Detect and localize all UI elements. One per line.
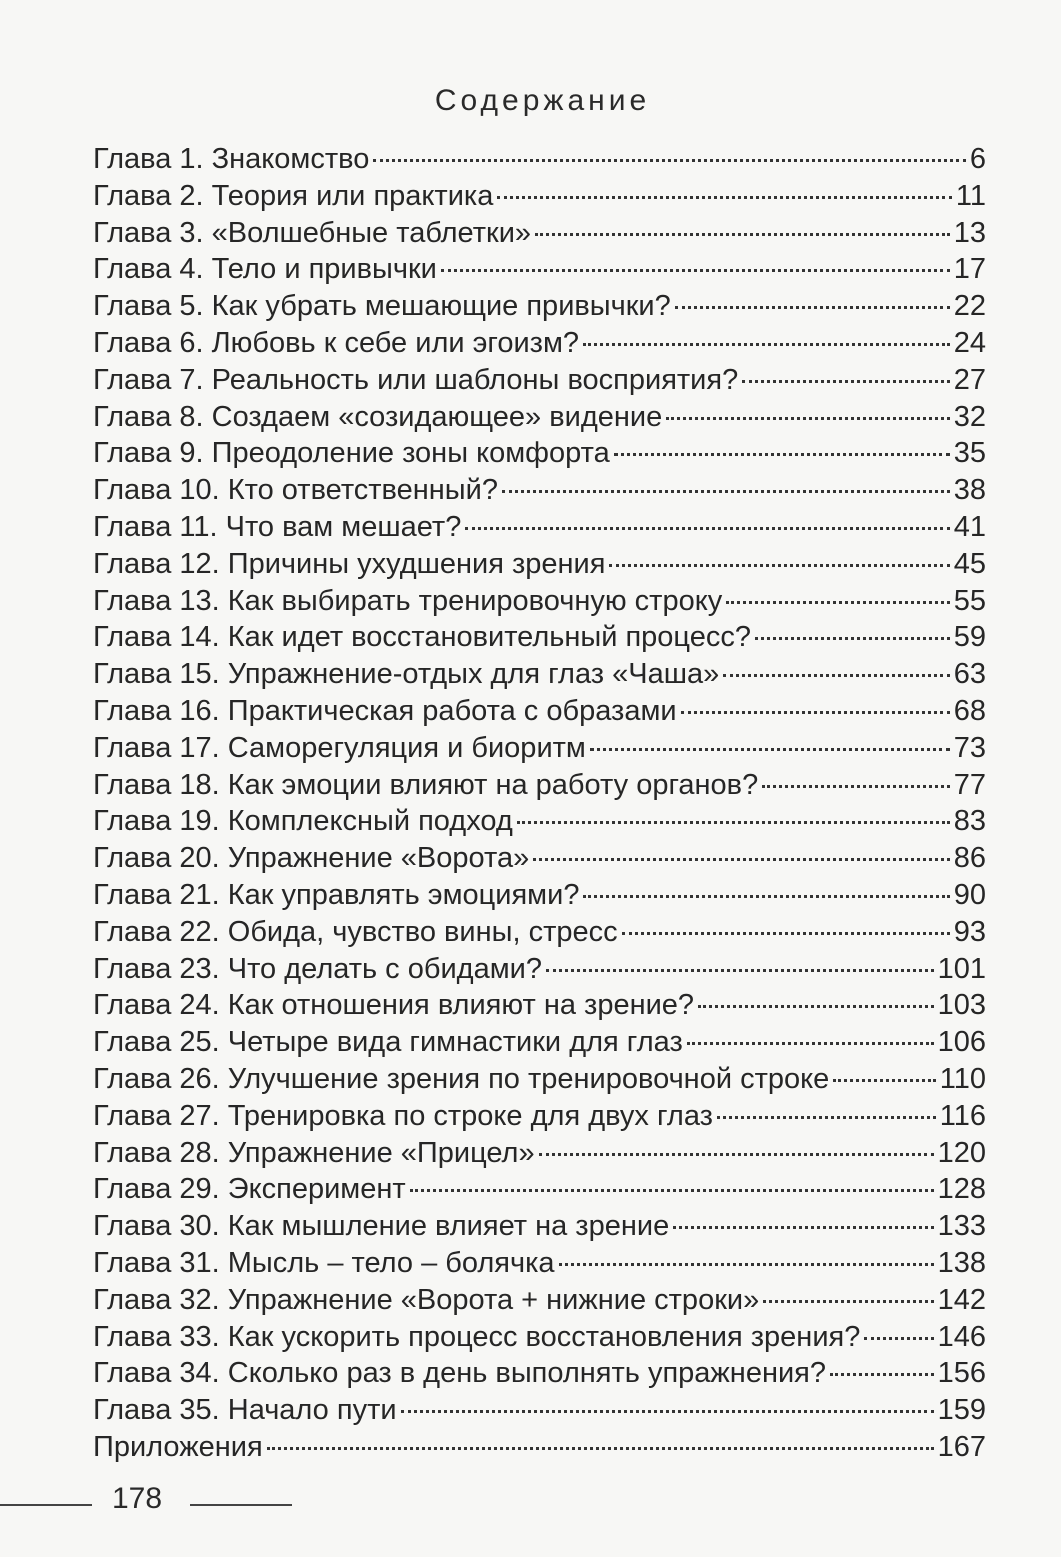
toc-entry-title: Глава 20. Упражнение «Ворота» [93,842,530,875]
dot-leader [539,1153,934,1156]
dot-leader [717,1116,936,1119]
toc-entry-title: Приложения [93,1430,263,1463]
toc-entry-page: 17 [953,253,986,286]
toc-entry [93,1392,986,1429]
toc-entry-title: Глава 31. Мысль – тело – болячка [93,1246,555,1279]
dot-leader [830,1373,934,1376]
toc-entry-title: Глава 2. Теория или практика [93,179,494,212]
footer-rule-right [190,1504,292,1506]
dot-leader [698,1005,934,1008]
toc-entry-page: 90 [953,878,986,911]
toc-entry-title: Глава 4. Тело и привычки [93,253,437,286]
toc-entry [93,141,986,178]
dot-leader [267,1447,934,1450]
toc-entry-page: 68 [953,694,986,727]
toc-entry [93,951,986,988]
dot-leader [546,969,934,972]
toc-entry-title: Глава 22. Обида, чувство вины, стресс [93,915,618,948]
toc-entry-title: Глава 35. Начало пути [93,1394,397,1427]
toc-entry [93,1282,986,1319]
dot-leader [675,306,950,309]
toc-entry [93,1245,986,1282]
toc-entry-page: 103 [937,989,986,1022]
toc-entry-page: 32 [953,400,986,433]
toc-entry-page: 77 [953,768,986,801]
toc-entry-title: Глава 13. Как выбирать тренировочную строку [93,584,723,617]
toc-entry-title: Глава 18. Как эмоции влияют на работу органов? [93,768,759,801]
toc-entry-title: Глава 33. Как ускорить процесс восстановления зрения? [93,1320,861,1353]
dot-leader [497,196,952,199]
dot-leader [666,417,949,420]
toc-entry [93,1208,986,1245]
dot-leader [535,233,950,236]
toc-entry [93,693,986,730]
toc-entry-title: Глава 12. Причины ухудшения зрения [93,547,606,580]
toc-entry-title: Глава 6. Любовь к себе или эгоизм? [93,326,580,359]
dot-leader [723,674,949,677]
toc-entry-page: 11 [955,179,986,212]
toc-entry [93,730,986,767]
dot-leader [762,785,950,788]
dot-leader [614,453,950,456]
dot-leader [441,269,950,272]
toc-entry-title: Глава 8. Создаем «созидающее» видение [93,400,663,433]
dot-leader [687,1042,934,1045]
toc-entry-page: 116 [939,1099,986,1132]
dot-leader [465,527,949,530]
toc-entry-page: 27 [953,363,986,396]
toc-entry-page: 41 [953,510,986,543]
toc-entry-page: 35 [953,437,986,470]
toc-entry [93,178,986,215]
toc-entry [93,1429,986,1466]
toc-entry [93,362,986,399]
toc-entry-page: 24 [953,326,986,359]
dot-leader [833,1079,936,1082]
page-number: 178 [112,1482,163,1515]
toc-entry [93,767,986,804]
toc-entry [93,656,986,693]
toc-entry-page: 156 [937,1357,986,1390]
dot-leader [590,748,950,751]
toc-entry-page: 106 [937,1026,986,1059]
dot-leader [864,1337,933,1340]
toc-entry-page: 128 [937,1173,986,1206]
toc-entry [93,1135,986,1172]
toc-entry-title: Глава 9. Преодоление зоны комфорта [93,437,610,470]
toc-entry-page: 110 [939,1062,986,1095]
dot-leader [755,637,950,640]
toc-entry-title: Глава 11. Что вам мешает? [93,510,462,543]
toc-entry [93,1098,986,1135]
toc-entry-page: 45 [953,547,986,580]
toc-entry-page: 167 [937,1430,986,1463]
toc-entry-title: Глава 27. Тренировка по строке для двух глаз [93,1099,713,1132]
toc-entry [93,215,986,252]
toc-entry [93,987,986,1024]
toc-entry-page: 38 [953,474,986,507]
dot-leader [622,932,950,935]
toc-entry-page: 6 [969,143,986,175]
toc-entry [93,472,986,509]
page-title: Содержание [434,84,651,117]
toc-entry [93,877,986,914]
table-of-contents [93,141,986,1466]
toc-entry [93,546,986,583]
toc-entry-title: Глава 29. Эксперимент [93,1173,406,1206]
dot-leader [533,858,950,861]
toc-entry [93,399,986,436]
dot-leader [726,601,950,604]
toc-entry-page: 93 [953,915,986,948]
dot-leader [373,159,965,162]
toc-entry-page: 55 [953,584,986,617]
toc-entry [93,583,986,620]
dot-leader [763,1300,933,1303]
toc-entry-title: Глава 15. Упражнение-отдых для глаз «Чаша» [93,658,720,691]
toc-entry-page: 101 [937,952,986,985]
toc-entry [93,1061,986,1098]
toc-entry [93,803,986,840]
toc-entry-title: Глава 24. Как отношения влияют на зрение? [93,989,695,1022]
toc-entry-page: 83 [953,805,986,838]
toc-entry-page: 13 [953,216,986,249]
toc-entry [93,840,986,877]
toc-entry-title: Глава 1. Знакомство [93,143,370,175]
toc-entry-title: Глава 28. Упражнение «Прицел» [93,1136,535,1169]
toc-entry-title: Глава 32. Упражнение «Ворота + нижние строки» [93,1283,760,1316]
dot-leader [583,343,950,346]
toc-entry-page: 138 [937,1246,986,1279]
toc-entry-page: 63 [953,658,986,691]
toc-entry-title: Глава 5. Как убрать мешающие привычки? [93,290,671,323]
toc-entry-page: 133 [937,1210,986,1243]
dot-leader [742,380,950,383]
toc-entry [93,619,986,656]
toc-entry-page: 142 [937,1283,986,1316]
toc-entry-title: Глава 23. Что делать с обидами? [93,952,542,985]
dot-leader [559,1263,934,1266]
toc-entry-title: Глава 3. «Волшебные таблетки» [93,216,532,249]
toc-entry-title: Глава 30. Как мышление влияет на зрение [93,1210,670,1243]
toc-entry-title: Глава 10. Кто ответственный? [93,474,498,507]
toc-entry [93,288,986,325]
toc-entry-page: 159 [937,1394,986,1427]
dot-leader [410,1189,934,1192]
toc-entry-title: Глава 16. Практическая работа с образами [93,694,677,727]
toc-entry-page: 146 [937,1320,986,1353]
dot-leader [401,1410,934,1413]
dot-leader [609,564,949,567]
toc-entry-title: Глава 21. Как управлять эмоциями? [93,878,580,911]
toc-entry-page: 120 [937,1136,986,1169]
toc-entry-title: Глава 7. Реальность или шаблоны восприятия? [93,363,739,396]
toc-entry-title: Глава 19. Комплексный подход [93,805,513,838]
toc-entry-title: Глава 26. Улучшение зрения по тренировочной строке [93,1062,830,1095]
toc-entry [93,509,986,546]
dot-leader [517,821,950,824]
toc-entry-page: 73 [953,731,986,764]
toc-entry-page: 86 [953,842,986,875]
dot-leader [502,490,950,493]
toc-entry [93,435,986,472]
toc-entry [93,1171,986,1208]
toc-entry [93,251,986,288]
dot-leader [583,895,949,898]
toc-entry [93,1319,986,1356]
toc-entry-title: Глава 17. Саморегуляция и биоритм [93,731,586,764]
dot-leader [681,711,950,714]
toc-entry [93,1355,986,1392]
toc-entry-title: Глава 34. Сколько раз в день выполнять упражнения? [93,1357,827,1390]
dot-leader [673,1226,933,1229]
toc-entry-title: Глава 25. Четыре вида гимнастики для глаз [93,1026,683,1059]
footer-rule-left [0,1504,92,1506]
toc-entry [93,914,986,951]
toc-entry [93,325,986,362]
toc-entry-page: 59 [953,621,986,654]
toc-entry-page: 22 [953,290,986,323]
toc-entry-title: Глава 14. Как идет восстановительный процесс? [93,621,751,654]
toc-entry [93,1024,986,1061]
